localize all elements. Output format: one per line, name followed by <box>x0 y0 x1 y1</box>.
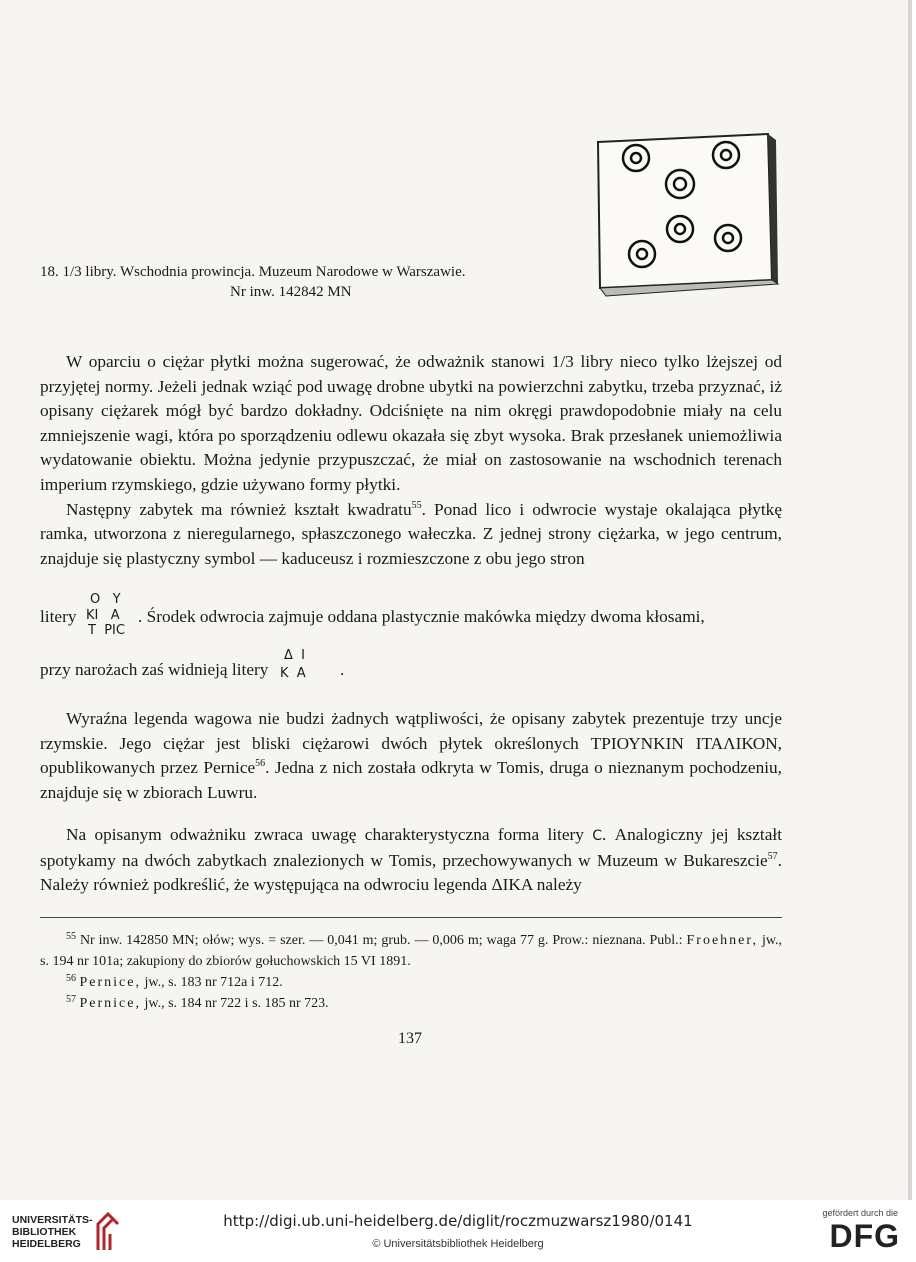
letters-middle: KI A <box>86 608 120 623</box>
paragraph-3-text-a: Wyraźna legenda wagowa nie budzi żadnych wątpliwości, że opisany zabytek prezentuje trzy uncje rzymskie. Jego ciężar jest bliski ciężarowi dwóch płytek określonych ΤΡΙΟΥΝΚΙΝ ΙΤΑΛΙΚΟΝ, opublikowanych przez Pernice <box>40 709 782 778</box>
footnote-57-number: 57 <box>66 994 76 1005</box>
footnote-55-number: 55 <box>66 931 76 942</box>
corner-letters-bottom: K A <box>280 666 306 681</box>
footnote-55 <box>40 930 782 972</box>
symbol-line-2 <box>40 646 782 690</box>
footnote-divider <box>40 917 782 918</box>
library-name-line-2: BIBLIOTHEK <box>12 1226 77 1238</box>
footnotes <box>40 930 782 1014</box>
footnote-57 <box>40 993 782 1014</box>
footnote-55-text: Nr inw. 142850 MN; ołów; wys. = szer. — 0,041 m; grub. — 0,006 m; waga 77 g. Prow.: nieznana. Publ.: <box>79 933 683 948</box>
permalink-url[interactable]: http://digi.ub.uni-heidelberg.de/diglit/roczmuzwarsz1980/0141 <box>223 1212 693 1230</box>
copyright-notice: © Universitätsbibliothek Heidelberg <box>372 1238 544 1250</box>
footnote-56-text: jw., s. 183 nr 712a i 712. <box>144 975 283 990</box>
footnote-55-author: Froehner, <box>686 933 758 948</box>
symbol-line-1 <box>40 592 782 644</box>
dfg-logo: DFG <box>829 1218 900 1254</box>
footnote-ref-56[interactable]: 56 <box>255 758 266 770</box>
symbol-line-2-text-a: przy narożach zaś widnieją litery <box>40 660 269 679</box>
symbol-line-1-text-b: . Środek odwrocia zajmuje oddana plastycznie makówka między dwoma kłosami, <box>138 607 705 626</box>
footnote-ref-55[interactable]: 55 <box>411 499 422 511</box>
letters-top: O Y <box>90 592 121 607</box>
paragraph-2-text-a: Następny zabytek ma również kształt kwadratu <box>66 499 412 519</box>
paragraph-1: W oparciu o ciężar płytki można sugerować, że odważnik stanowi 1/3 libry nieco tylko lżejszej od przyjętej normy. Jeżeli jednak wziąć pod uwagę drobne ubytki na powierzchni zabytku, trzeba przyznać, iż opisany ciężarek mógł być bardzo dokładny. Odciśnięte na nim okręgi prawdopodobnie miały na celu zmniejszenie wagi, która po sporządzeniu odlewu okazała się zbyt wysoka. Brak przesłanek uniemożliwia wydatowanie obiektu. Można jedynie przypuszczać, że miał on zastosowanie na wschodnich terenach imperium rzymskiego, gdzie używano formy płytki. <box>40 352 782 494</box>
lead-weight-illustration <box>592 130 782 302</box>
paragraph-4-text-b: . Analogiczny jej kształt spotykamy na dwóch zabytkach znalezionych w Tomis, przechowywanych w Muzeum w Bukareszcie <box>40 824 782 870</box>
letters-bottom: T PIϹ <box>88 623 125 638</box>
page-edge <box>908 0 912 1200</box>
caption-line-1: 18. 1/3 libry. Wschodnia prowincja. Muzeum Narodowe w Warszawie. <box>40 264 466 280</box>
funded-by-label: gefördert durch die <box>822 1208 898 1218</box>
paragraph-3-text-b: . Jedna z nich została odkryta w Tomis, druga o nieznanym pochodzeniu, znajduje się w zbiorach Luwru. <box>40 758 783 803</box>
footnote-57-author: Pernice, <box>79 996 141 1011</box>
footnote-55-rest: jw., s. 194 nr 101a; zakupiony do zbiorów gołuchowskich 15 VI 1891. <box>40 933 783 969</box>
symbol-line-2-text-b: . <box>340 660 345 679</box>
library-name-line-1: UNIVERSITÄTS- <box>12 1214 93 1226</box>
caption-line-2: Nr inw. 142842 MN <box>230 284 352 300</box>
footnote-57-text: jw., s. 184 nr 722 i s. 185 nr 723. <box>144 996 329 1011</box>
figure-caption <box>40 262 580 302</box>
paragraph-4-text-a: Na opisanym odważniku zwraca uwagę charakterystyczna forma litery <box>66 824 584 844</box>
symbol-line-1-text-a: litery <box>40 607 77 626</box>
body-text <box>40 350 782 571</box>
paragraph-4-text-c: . Należy również podkreślić, że występująca na odwrociu legenda ΔΙΚΑ należy <box>40 850 782 895</box>
library-name-line-3: HEIDELBERG <box>12 1238 81 1250</box>
body-text-continued <box>40 690 782 915</box>
paragraph-2 <box>40 498 782 572</box>
footnote-56 <box>40 972 782 993</box>
page-number: 137 <box>398 1030 422 1047</box>
corner-letters-top: Δ I <box>284 648 305 663</box>
footnote-56-author: Pernice, <box>79 975 141 990</box>
footnote-56-number: 56 <box>66 973 76 984</box>
paragraph-2-text-b: . Ponad lico i odwrocie wystaje okalająca płytkę ramka, utworzona z nieregularnego, spłaszczonego wałeczka. Z jednej strony ciężarka, w jego centrum, znajduje się plastyczny symbol — kaduceusz i rozmieszczone z obu jego stron <box>40 499 782 568</box>
paragraph-3 <box>40 707 782 805</box>
paragraph-4 <box>40 823 782 898</box>
letter-sigma-symbol: Ϲ <box>592 827 603 844</box>
viewer-footer <box>0 1200 916 1262</box>
footnote-ref-57[interactable]: 57 <box>767 850 778 862</box>
